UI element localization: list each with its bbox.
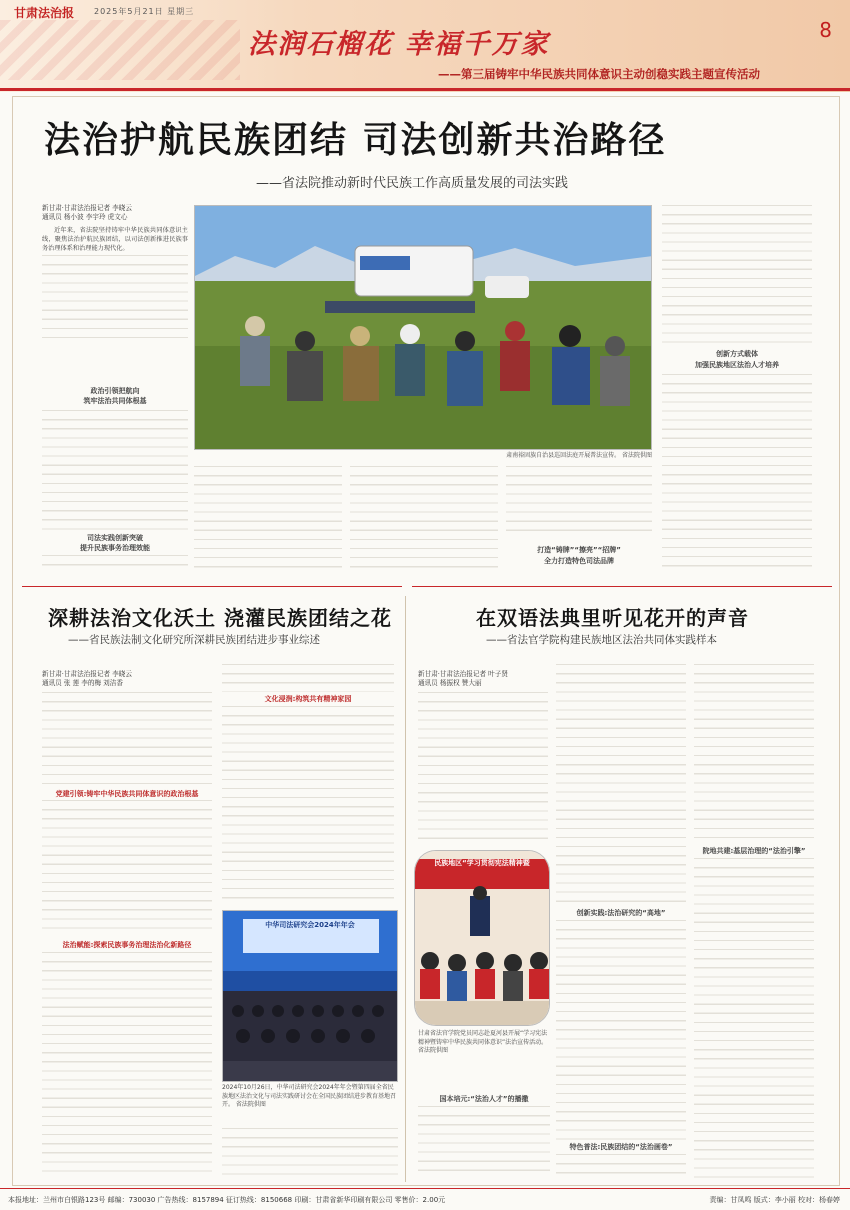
article2-photo-caption: 2024年10月26日，中华司法研究会2024年年会暨第四届全省民族地区法治文化与司法实践研讨会在全国民族团结进步教育基地召开。 省法院供图 xyxy=(222,1084,397,1108)
article3-byline-reporter: 新甘肃·甘肃法治报记者 叶子贤 xyxy=(418,670,508,678)
lead-section-head-1a: 政治引领把航向 xyxy=(90,387,140,395)
article3-column-2 xyxy=(556,664,686,904)
header-rule xyxy=(0,88,850,91)
article3-subheadline: ——省法官学院构建民族地区法治共同体实践样本 xyxy=(486,634,717,646)
article3-photo-outreach xyxy=(414,850,550,1026)
footer-info: 本报地址：兰州市白银路123号 邮编：730030 广告热线：8157894 征订热线：8150668 印刷：甘肃省新华印刷有限公司 零售价：2.00元 xyxy=(8,1196,446,1204)
lead-section-head-1b: 筑牢法治共同体根基 xyxy=(83,397,147,405)
lead-column-1-body xyxy=(42,410,188,530)
article2-column-1-body xyxy=(42,800,212,936)
masthead-banner xyxy=(0,0,850,92)
article3-headline: 在双语法典里听见花开的声音 xyxy=(476,606,749,630)
article2-headline: 深耕法治文化沃土 浇灌民族团结之花 xyxy=(48,606,392,630)
article3-column-1 xyxy=(418,692,548,844)
lead-photo-court-outreach xyxy=(194,205,652,450)
article2-section-head-2: 党建引领:铸牢中华民族共同体意识的政治根基 xyxy=(55,790,199,798)
article3-column-2-body xyxy=(556,920,686,1140)
lead-subheadline: ——省法院推动新时代民族工作高质量发展的司法实践 xyxy=(256,176,569,191)
article2-column-2-top xyxy=(222,664,394,692)
article3-section-head-1: 创新实践:法治研究的“高地” xyxy=(576,909,666,917)
lead-byline-correspondents: 通讯员 杨小波 李宇玲 虎文心 xyxy=(42,213,128,221)
lead-intro-text: 近年来，省法院坚持铸牢中华民族共同体意识主线，聚焦法治护航民族团结，以司法创新推进民族事务治理体系和治理能力现代化。 xyxy=(42,227,188,253)
page-footer xyxy=(0,1188,850,1210)
article2-byline-reporter: 新甘肃·甘肃法治报记者 李晓云 xyxy=(42,670,132,678)
classroom-scene xyxy=(415,851,550,1026)
lead-section-head-2b: 提升民族事务治理效能 xyxy=(80,544,150,552)
article2-column-2 xyxy=(222,706,394,902)
article3-column-2-tail xyxy=(556,1154,686,1178)
article3-section-head-4: 院地共建:基层治理的“法治引擎” xyxy=(702,847,806,855)
lead-byline xyxy=(42,204,187,222)
article2-subheadline: ——省民族法制文化研究所深耕民族团结进步事业综述 xyxy=(68,634,320,646)
lead-column-1-tail xyxy=(42,555,188,573)
article2-column-1 xyxy=(42,692,212,786)
lead-section-head-2a: 司法实践创新突破 xyxy=(87,534,143,542)
outreach-banner-text: 民族地区“学习贯彻宪法精神暨 xyxy=(434,859,530,867)
lead-section-head-3a: 打造“铸牌”“擦亮”“招牌” xyxy=(537,546,621,554)
article3-byline-correspondents: 通讯员 杨振权 赞大丽 xyxy=(418,679,482,687)
column-divider xyxy=(405,596,406,1182)
lead-column-1 xyxy=(42,226,188,354)
article2-byline-correspondents: 通讯员 张 莲 李的梅 刘洁香 xyxy=(42,679,123,687)
decorative-pattern xyxy=(0,20,240,80)
lead-section-head-4b: 加强民族地区法治人才培养 xyxy=(695,361,779,369)
article2-section-head-3: 法治赋能:探索民族事务治理法治化新路径 xyxy=(62,941,192,949)
conference-hall-scene xyxy=(223,911,398,1082)
newspaper-logo: 甘肃法治报 xyxy=(14,6,75,20)
article3-column-1-tail xyxy=(418,1106,550,1178)
article2-photo-conference xyxy=(222,910,398,1082)
lead-byline-reporter: 新甘肃·甘肃法治报记者 李晓云 xyxy=(42,204,132,212)
section-divider-right xyxy=(412,586,832,587)
lead-photo-caption: 肃南裕固族自治县巡回法庭开展普法宣传。 省法院供图 xyxy=(506,452,652,459)
article2-byline xyxy=(42,670,212,688)
series-title: ——第三届铸牢中华民族共同体意识主动创稳实践主题宣传活动 xyxy=(438,67,760,81)
article2-section-head-1: 文化浸润:构筑共有精神家园 xyxy=(264,695,352,703)
lead-column-2 xyxy=(194,466,342,572)
lead-column-5-body xyxy=(662,374,812,572)
article3-column-3 xyxy=(694,664,814,842)
article2-column-1-tail xyxy=(42,952,212,1178)
article3-section-head-3: 特色普法:民族团结的“法治画卷” xyxy=(569,1143,673,1151)
lead-column-4 xyxy=(506,466,652,536)
lead-section-head-4a: 创新方式载体 xyxy=(716,350,758,358)
lead-text-lines xyxy=(42,255,188,345)
article3-byline xyxy=(418,670,548,688)
outdoor-court-scene xyxy=(195,206,652,450)
lead-column-3 xyxy=(350,466,498,572)
article3-section-head-2: 国本培元:“法治人才”的播撒 xyxy=(439,1095,529,1103)
banner-slogan: 法润石榴花 幸福千万家 xyxy=(248,29,550,60)
lead-section-head-3b: 全力打造特色司法品牌 xyxy=(544,557,614,565)
issue-date: 2025年5月21日 星期三 xyxy=(94,7,195,16)
article3-column-3-body xyxy=(694,858,814,1178)
lead-headline: 法治护航民族团结 司法创新共治路径 xyxy=(44,120,667,161)
lead-column-5 xyxy=(662,205,812,345)
conference-screen-text: 中华司法研究会2024年年会 xyxy=(265,921,355,929)
section-divider-left xyxy=(22,586,402,587)
footer-editors: 责编：甘凤鸣 版式：李小丽 校对：杨春婷 xyxy=(709,1196,840,1204)
article3-photo-caption: 甘肃省法官学院党员同志赴夏河县开展“学习宪法精神暨铸牢中华民族共同体意识”法治宣传活动。 省法院供图 xyxy=(418,1030,548,1054)
page-number: 8 xyxy=(819,18,832,42)
article2-column-2-tail xyxy=(222,1128,398,1178)
